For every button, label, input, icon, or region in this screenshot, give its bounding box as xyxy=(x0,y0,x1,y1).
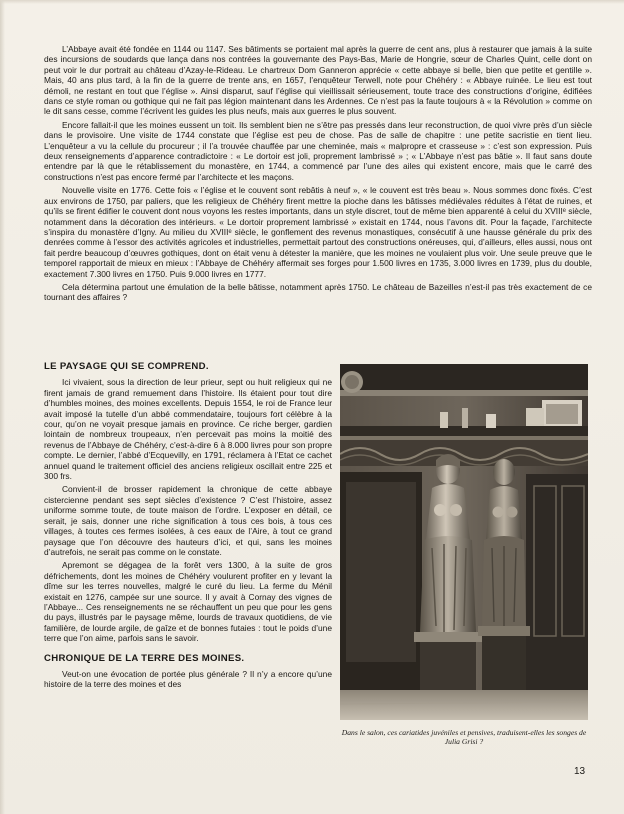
body-paragraph: Convient-il de brosser rapidement la chronique de cette abbaye cistercienne pendant ses sept siècles d’existence ? C’est l’histoire, assez uniforme somme toute, de toute maison de l’ordre. L’exposer en détail, ce serait, je sais, donner une riche signification à tous ces bois, à tous ces villages, à toutes ces fermes isolées, à ces eaux de l’Aire, à tout ce grand paysage que l’on découvre des hauteurs d’ici, et qui, sans les moines d’autrefois, ne serait pas comme on le constate. xyxy=(44,484,332,557)
intro-text-block xyxy=(44,44,592,306)
intro-paragraph: L’Abbaye avait été fondée en 1144 ou 1147. Ses bâtiments se portaient mal après la guerre de cent ans, plus à restaurer que jamais à la suite des incursions de soudards que lança dans nos contrées la gouvernante des Pays-Bas, Marie de Hongrie, sœur de Charles Quint, celle dont on peut voir le dur portrait au château d’Azay-le-Rideau. Le chartreux Dom Ganneron apprécie « cette abbaye si belle, bien que petite et gentille ». Mais, 40 ans plus tard, à la fin de la guerre de trente ans, en 1657, l’enquêteur Terwell, note pour Chéhéry : « Abbaye ruinée. Le lieu est tout démoli, ne restant en tout que l’église ». Ainsi disparut, sauf l’église qui vieillissait sérieusement, toute trace des constructions d’origine, édifiées dans ce style roman ou gothique qui ne fait pas légion maintenant dans les Ardennes. Ce n’est pas la faute toujours à « la Révolution » comme on le dit sans cesse, comme l’écrivent les guides les plus neufs, mais aux guerres le plus souvent. xyxy=(44,44,592,117)
intro-paragraph: Nouvelle visite en 1776. Cette fois « l’église et le couvent sont rebâtis à neuf », « le couvent est très beau ». Nous sommes donc fixés. C’est aux environs de 1750, par paliers, que les religieux de Chéhéry firent mettre la pioche dans les bâtisses médiévales réduites à l’état de ruines, et qu’ils se firent édifier le couvent dont nous voyons les restes importants, dans un style discret, tout de même bien apparenté à celui du XVIIIᵉ siècle, notamment dans la décoration des intérieurs. « Le dortoir proprement lambrissé » existait en 1744, nous l’avons dit. Pour la façade, l’architecte s’inspira du monastère d’Igny. Au milieu du XVIIIᵉ siècle, le gonflement des revenus monastiques, consécutif à une hausse générale du prix des denrées comme à l’essor des activités agricoles et industrielles, permettait partout des constructions onéreuses, qui, d’ailleurs, elles aussi, nous ont fait perdre beaucoup d’œuvres gothiques, dont on était venu à détester la manière, que les moines ne voulaient plus voir. Une seule preuve que le temporel rapportait de mieux en mieux : l’Abbaye de Chéhéry affermait ses forges pour 1.500 livres en 1735, 3.000 livres en 1739, plus du double, exactement 7.300 livres en 1750. Puis 9.000 livres en 1777. xyxy=(44,185,592,279)
body-paragraph: Ici vivaient, sous la direction de leur prieur, sept ou huit religieux qui ne firent jamais de grand remuement dans l’histoire. Ils étaient pour tout dire d’humbles moines, des moines excellents. Depuis 1554, le roi de France leur avait imposé la tutelle d’un abbé commendataire, toujours fort célèbre à la cour, qu’on ne voyait presque jamais en province. Ce riche berger, gardien lointain de nombreux troupeaux, n’en percevait pas moins la moitié des revenus de l’Abbaye de Chéhéry, c’est-à-dire 6 à 8.000 livres pour son propre compte. Le dernier, l’abbé d’Ecquevilly, en 1791, réclamera à l’Etat ce cachet annuel quand le traitement officiel des anciens religieux oscillait entre 225 et 300 frs. xyxy=(44,377,332,482)
page-number: 13 xyxy=(574,766,586,777)
intro-paragraph: Encore fallait-il que les moines eussent un toit. Ils semblent bien ne s’être pas pressés dans leur reconstruction, de quoi vivre près d’un siècle dans le provisoire. Une visite de 1744 constate que l’église est peu de chose. Pas de salle de chapitre : une petite sacristie en tient lieu. L’enquêteur a vu la cellule du procureur ; il l’a trouvée chauffée par une cheminée, mais « malpropre et crasseuse » : c’est son expression. Puis deux renseignements d’apparence contradictoire : « Le dortoir est joli, proprement lambrissé » ; « L’Abbaye n’est pas bâtie ». Il faut sans doute entendre par là que le rétablissement du monastère, en 1744, a commencé par l’une des ailes qui existent encore, mais que le carré des constructions n’est pas encore fermé par l’architecte et les maçons. xyxy=(44,119,592,182)
section-heading: LE PAYSAGE QUI SE COMPREND. xyxy=(44,361,209,372)
caryatid-photo xyxy=(340,364,588,720)
scan-edge-shadow xyxy=(0,0,5,814)
intro-paragraph: Cela détermina partout une émulation de la belle bâtisse, notamment après 1750. Le château de Bazeilles n’est-il pas très exactement de ce tournant des affaires ? xyxy=(44,281,592,303)
body-paragraph: Veut-on une évocation de portée plus générale ? Il n’y a encore qu’une histoire de la terre des moines et des xyxy=(44,668,332,690)
scan-edge-shadow-top xyxy=(0,0,624,4)
caryatid-photo-illustration xyxy=(340,364,588,720)
left-column xyxy=(44,362,332,693)
section-heading: CHRONIQUE DE LA TERRE DES MOINES. xyxy=(44,652,245,664)
photo-caption: Dans le salon, ces cariatides juvéniles et pensives, traduisent-elles les songes de Julia Grisi ? xyxy=(341,728,587,746)
body-paragraph: Apremont se dégagea de la forêt vers 1300, à la suite de gros défrichements, dont les moines de Chéhéry voulurent profiter en y levant la dîme sur les terres nouvelles, malgré le curé du lieu. La ferme du Ménil existait en 1276, campée sur une source. Il y avait à Cornay des vignes de l’Abbaye... Ces renseignements ne se réchauffent un peu que pour les gens du pays, illustrés par le paysage même, lourds de travaux quotidiens, de vie familière, de lourde argile, de gaîze et de bonnes futaies : tout le poids d’une terre que l’on aime, parfois sans le savoir. xyxy=(44,560,332,644)
